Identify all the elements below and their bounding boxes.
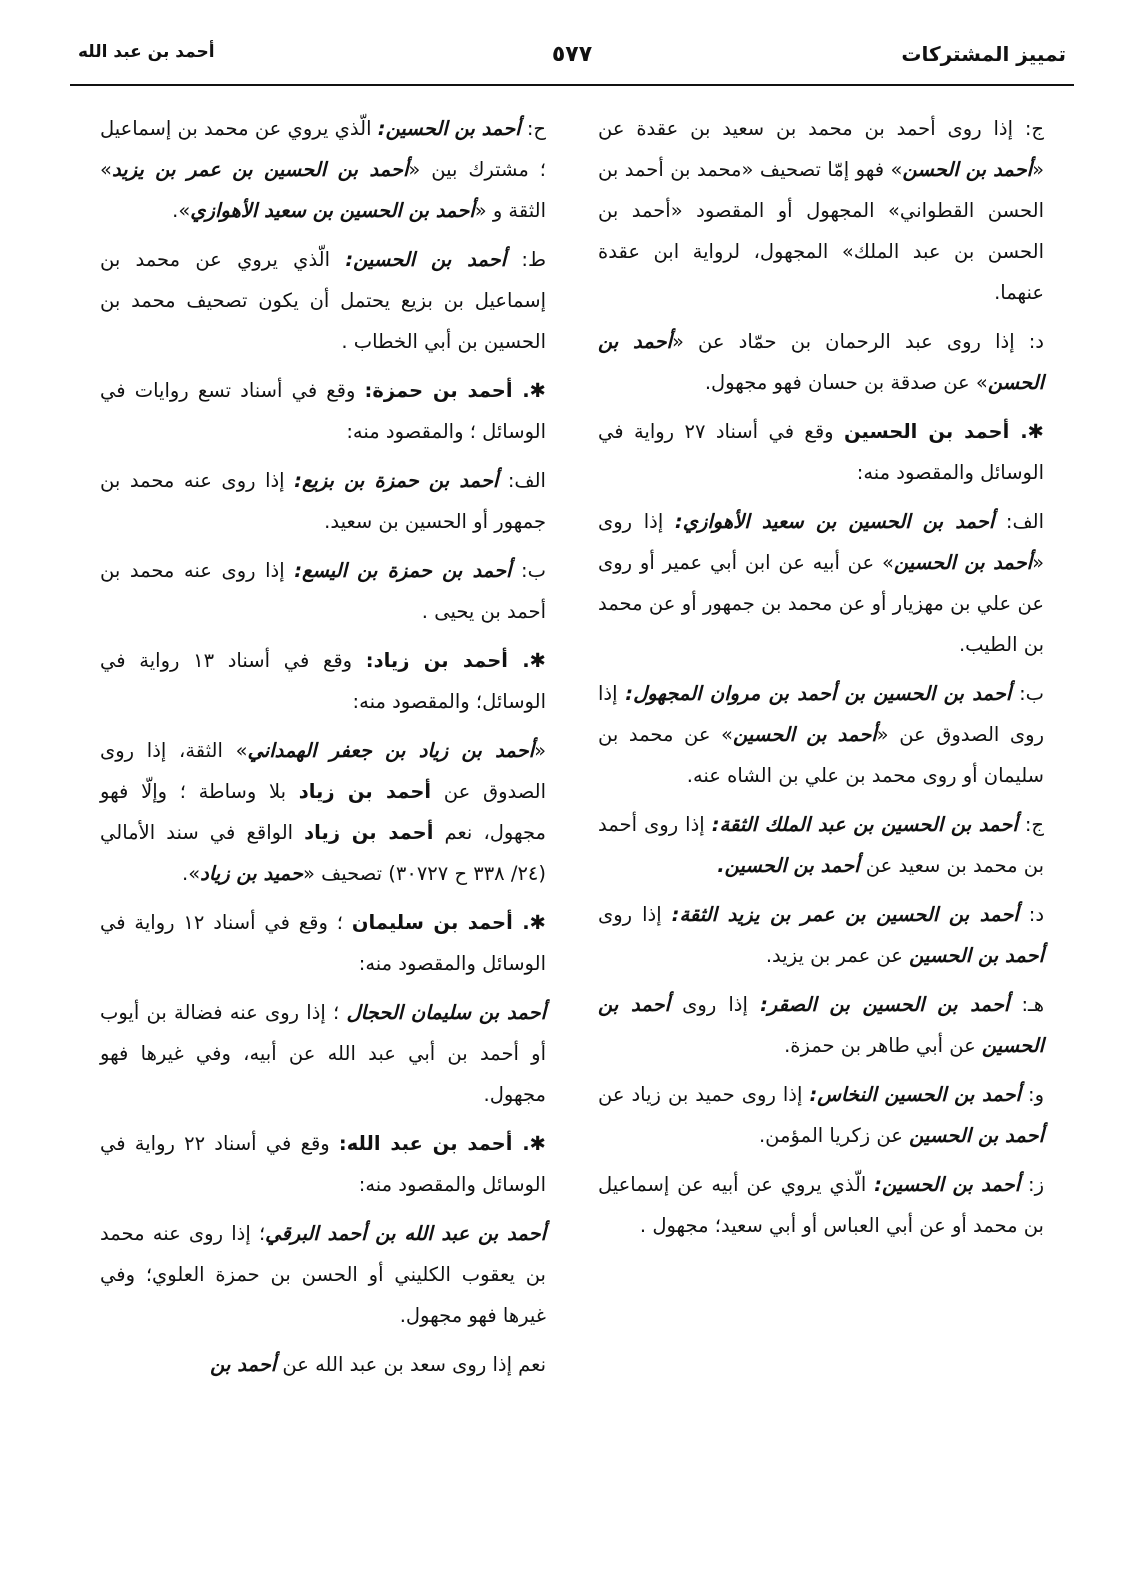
running-book-title: تمييز المشتركات <box>901 42 1066 66</box>
paragraph <box>100 730 546 894</box>
name-highlight: أحمد بن الحسين <box>843 420 1010 443</box>
text-run: الواقع في سند الأمالي (٢٤/ ٣٣٨ ح ٣٠٧٢٧) تصحيف « <box>100 821 546 885</box>
text-run: إذا روى <box>598 903 672 926</box>
text-run: الّذي يروي عن محمد بن إسماعيل بن بزيع يحتمل أن يكون تصحيف محمد بن الحسين بن أبي الخطاب . <box>100 248 546 353</box>
name-highlight: أحمد بن زياد: <box>365 649 508 672</box>
name-highlight: أحمد بن الحسين <box>598 993 1044 1057</box>
name-highlight: أحمد بن زياد <box>298 780 432 803</box>
name-highlight: أحمد بن الحسين بن عبد الملك الثقة: <box>711 813 1018 836</box>
paragraph <box>598 411 1044 493</box>
text-run: نعم إذا روى سعد بن عبد الله عن <box>276 1353 546 1376</box>
paragraph <box>598 673 1044 796</box>
text-run: هـ: <box>1009 993 1045 1016</box>
name-highlight: أحمد بن الحسين بن سعيد الأهوازي: <box>674 510 995 533</box>
text-run: ج: إذا روى أحمد بن محمد بن سعيد بن عقدة عن « <box>598 117 1044 181</box>
name-highlight: ✱. <box>512 1132 546 1155</box>
paragraph <box>598 804 1044 886</box>
text-run: الف: <box>498 469 546 492</box>
paragraph <box>100 1123 546 1205</box>
text-run: إذا روى عنه محمد بن أحمد بن يحيى . <box>100 559 546 623</box>
name-highlight: أحمد بن الحسين <box>909 1124 1044 1147</box>
paragraph <box>100 902 546 984</box>
text-run: ط: <box>506 248 547 271</box>
text-run: وقع في أسناد ٢٢ رواية في الوسائل والمقصود منه: <box>100 1132 546 1196</box>
text-run: وقع في أسناد تسع روايات في الوسائل ؛ والمقصود منه: <box>100 379 546 443</box>
name-highlight: أحمد بن الحسين <box>893 551 1033 574</box>
text-run: « <box>534 739 546 762</box>
text-run: ؛ إذا روى عنه محمد بن يعقوب الكليني أو الحسن بن حمزة العلوي؛ وفي غيرها فهو مجهول. <box>100 1222 546 1327</box>
text-run: عن عمر بن يزيد. <box>765 944 910 967</box>
paragraph <box>598 984 1044 1066</box>
name-highlight: أحمد بن الحسين بن أحمد بن مروان المجهول: <box>625 682 1012 705</box>
name-highlight: أحمد بن زياد بن جعفر الهمداني <box>247 739 535 762</box>
paragraph <box>598 108 1044 313</box>
paragraph <box>100 108 546 231</box>
text-run: د: <box>1018 903 1045 926</box>
text-run: الّذي يروي عن أبيه عن إسماعيل بن محمد أو عن أبي العباس أو أبي سعيد؛ مجهول . <box>598 1173 1044 1237</box>
paragraph <box>100 1213 546 1336</box>
text-run: » عن محمد بن سليمان أو روى محمد بن علي بن الشاه عنه. <box>598 723 1044 787</box>
text-run: وقع في أسناد ٢٧ رواية في الوسائل والمقصود منه: <box>598 420 1044 484</box>
name-highlight: أحمد بن الحسين بن الصقر: <box>760 993 1010 1016</box>
paragraph <box>598 1074 1044 1156</box>
text-run: ؛ وقع في أسناد ١٢ رواية في الوسائل والمقصود منه: <box>100 911 546 975</box>
name-highlight: أحمد بن الحسين: <box>874 1173 1021 1196</box>
text-run: » عن أبيه عن ابن أبي عمير أو روى عن علي بن مهزيار أو عن محمد بن جمهور أو عن محمد بن الطيب. <box>598 551 1044 656</box>
name-highlight: أحمد بن الحسين بن سعيد الأهوازي <box>190 199 475 222</box>
right-column <box>598 108 1044 1254</box>
paragraph <box>100 460 546 542</box>
paragraph <box>598 501 1044 665</box>
page-header <box>70 40 1074 86</box>
name-highlight: أحمد بن حمزة بن اليسع: <box>294 559 512 582</box>
name-highlight: ✱. <box>1009 420 1044 443</box>
name-highlight: حميد بن زياد <box>200 862 303 885</box>
text-run: عن أبي طاهر بن حمزة. <box>784 1034 982 1057</box>
name-highlight: أحمد بن عبد الله: <box>338 1132 513 1155</box>
paragraph <box>598 1164 1044 1246</box>
name-highlight: أحمد بن الحسين: <box>377 117 521 140</box>
name-highlight: أحمد بن الحسين بن عمر بن يزيد الثقة: <box>671 903 1019 926</box>
name-highlight: ✱. <box>512 379 546 402</box>
text-run: ؛ إذا روى عنه فضالة بن أيوب أو أحمد بن أبي عبد الله عن أبيه، وفي غيرها فهو مجهول. <box>100 1001 546 1106</box>
left-column <box>100 108 546 1393</box>
text-run: وقع في أسناد ١٣ رواية في الوسائل؛ والمقصود منه: <box>100 649 546 713</box>
name-highlight: أحمد بن الحسين النخاس: <box>809 1083 1021 1106</box>
paragraph <box>598 321 1044 403</box>
text-run: بلا وساطة ؛ وإلّا فهو مجهول، نعم <box>100 780 547 844</box>
name-highlight: أحمد بن الحسين. <box>717 854 860 877</box>
paragraph <box>100 370 546 452</box>
page-number: ٥٧٧ <box>551 42 593 67</box>
name-highlight: أحمد بن الحسين بن عمر بن يزيد <box>111 158 409 181</box>
name-highlight: أحمد بن الحسين <box>732 723 877 746</box>
text-run: الف: <box>994 510 1044 533</box>
text-run: ». <box>182 862 201 885</box>
text-run: إذا روى عنه محمد بن جمهور أو الحسين بن سعيد. <box>100 469 546 533</box>
name-highlight: أحمد بن الحسين <box>909 944 1044 967</box>
paragraph <box>598 894 1044 976</box>
text-run: ج: <box>1017 813 1044 836</box>
text-run: إذا روى أحمد بن محمد بن سعيد عن <box>598 813 1044 877</box>
text-run: إذا روى « <box>598 510 1044 574</box>
name-highlight: أحمد بن سليمان <box>351 911 513 934</box>
name-highlight: أحمد بن الحسين: <box>345 248 507 271</box>
name-highlight: أحمد بن عبد الله بن أحمد البرقي <box>265 1222 546 1245</box>
text-run: إذا روى الصدوق عن « <box>598 682 1044 746</box>
paragraph <box>100 992 546 1115</box>
text-run: ». <box>172 199 191 222</box>
text-run: د: إذا روى عبد الرحمان بن حمّاد عن « <box>671 330 1044 353</box>
text-run: » الثقة، إذا روى الصدوق عن <box>100 739 547 803</box>
text-run: إذا روى حميد بن زياد عن <box>598 1083 810 1106</box>
running-section-title: أحمد بن عبد الله <box>78 42 215 62</box>
name-highlight: ✱. <box>507 649 546 672</box>
text-run: » فهو إمّا تصحيف «محمد بن أحمد بن الحسن القطواني» المجهول أو المقصود «أحمد بن الحسن بن عبد الملك» المجهول، لرواية ابن عقدة عنهما. <box>598 158 1044 304</box>
name-highlight: أحمد بن الحسن <box>902 158 1033 181</box>
text-run: عن زكريا المؤمن. <box>758 1124 910 1147</box>
text-run: » عن صدقة بن حسان فهو مجهول. <box>704 371 988 394</box>
name-highlight: أحمد بن حمزة: <box>364 379 513 402</box>
text-run: الّذي يروي عن محمد بن إسماعيل ؛ مشترك بين « <box>100 117 546 181</box>
name-highlight: أحمد بن حمزة بن بزيع: <box>294 469 499 492</box>
name-highlight: أحمد بن الحسن <box>598 330 1044 394</box>
name-highlight: أحمد بن <box>210 1353 277 1376</box>
text-run: ب: <box>1011 682 1044 705</box>
name-highlight: ✱. <box>512 911 546 934</box>
text-run: ح: <box>520 117 547 140</box>
paragraph <box>100 239 546 362</box>
text-run: إذا روى <box>670 993 761 1016</box>
text-run: و: <box>1020 1083 1044 1106</box>
text-run: ب: <box>511 559 546 582</box>
paragraph <box>100 1344 546 1385</box>
name-highlight: أحمد بن سليمان الحجال <box>346 1001 546 1024</box>
paragraph <box>100 550 546 632</box>
paragraph <box>100 640 546 722</box>
text-run: » الثقة و « <box>100 158 546 222</box>
name-highlight: أحمد بن زياد <box>304 821 434 844</box>
text-run: ز: <box>1020 1173 1044 1196</box>
